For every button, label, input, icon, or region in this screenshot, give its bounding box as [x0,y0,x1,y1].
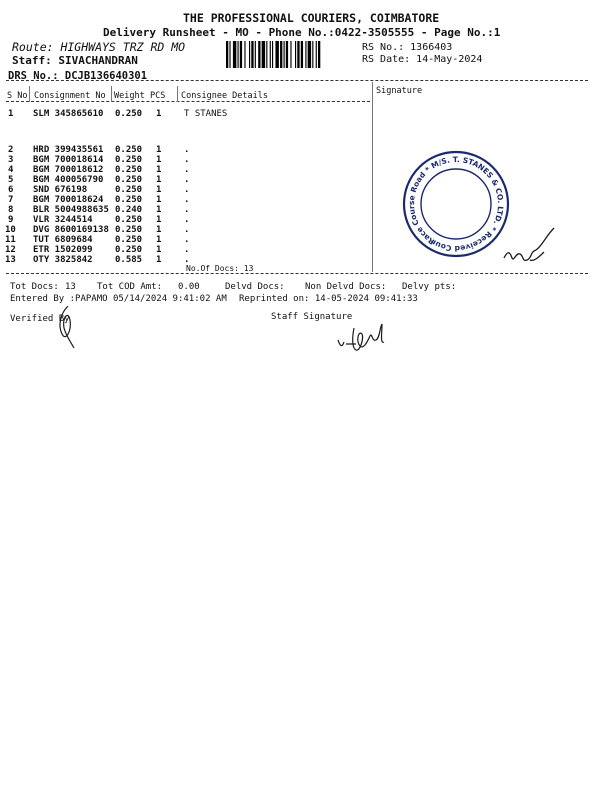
row-consignee: . [184,155,190,165]
delvy-pts: Delvy pts: [402,282,457,292]
col-header-weight: Weight [114,91,145,101]
reprinted-on: Reprinted on: 14-05-2024 09:41:33 [239,294,418,304]
barcode-bar [270,41,271,68]
barcode-bar [290,41,291,68]
col-header-signature: Signature [376,86,423,96]
row-consignment: SND 676198 [33,185,88,195]
row-sno: 9 [8,215,14,225]
tot-cod-value: 0.00 [178,282,200,292]
row-pcs: 1 [156,155,162,165]
barcode-bar [244,41,245,68]
barcode-bar [301,41,303,68]
barcode-bar [318,41,320,68]
row-consignee: . [184,235,190,245]
row-sno: 2 [8,145,14,155]
row-consignment: TUT 6809684 [33,235,93,245]
row-sno: 6 [8,185,14,195]
signature-column-border [372,82,373,272]
receiver-signature [500,222,560,272]
row-sno: 11 [5,235,16,245]
barcode-bar [238,41,239,68]
staff-label: Staff: SIVACHANDRAN [12,54,138,67]
svg-text:Race Course Road * M/S. T. STA [400,148,512,260]
signature-stroke [338,324,384,350]
verified-by-label: Verified By [10,314,70,324]
barcode-bar [297,41,299,68]
drs-number: DRS No.: DCJB136640301 [8,70,148,82]
staff-signature [334,318,394,358]
row-consignee: . [184,185,190,195]
row-consignment: BLR 5004988635 [33,205,109,215]
barcode-bar [240,41,242,68]
row-weight: 0.250 [115,185,143,195]
row-pcs: 1 [156,185,162,195]
row-consignment: ETR 1502099 [33,245,93,255]
staff-signature-label: Staff Signature [271,312,353,322]
row-consignment: BGM 400056790 [33,175,104,185]
barcode-bar [251,41,253,68]
row-weight: 0.250 [115,245,143,255]
row-weight: 0.240 [115,205,143,215]
row-consignee: . [184,195,190,205]
row-weight: 0.250 [115,165,143,175]
barcode-bar [280,41,282,68]
row-pcs: 1 [156,195,162,205]
row-consignee: . [184,175,190,185]
row-consignee: . [184,205,190,215]
row-consignment: SLM 345865610 [33,109,104,119]
row-pcs: 1 [156,215,162,225]
row-sno: 13 [5,255,16,265]
row-weight: 0.250 [115,225,143,235]
barcode-bar [266,41,267,68]
no-of-docs: No.Of Docs: 13 [186,264,254,273]
row-weight: 0.250 [115,175,143,185]
row-consignment: HRD 399435561 [33,145,104,155]
row-pcs: 1 [156,109,162,119]
col-header-pcs: PCS [150,91,166,101]
stamp-outer-ring [404,152,508,256]
verifier-signature [52,300,82,350]
barcode-bar [316,41,317,68]
row-pcs: 1 [156,165,162,175]
rs-number: RS No.: 1366403 [362,42,453,53]
row-weight: 0.250 [115,215,143,225]
row-pcs: 1 [156,235,162,245]
entered-by: Entered By :PAPAMO 05/14/2024 9:41:02 AM [10,294,227,304]
row-consignee: . [184,225,190,235]
stamp-text: Race Course Road * M/S. T. STANES & CO. LTD. * Received Courier [406,154,506,254]
tot-cod-label: Tot COD Amt: [97,282,163,292]
row-sno: 3 [8,155,14,165]
route-label: Route: HIGHWAYS TRZ RD MO [12,40,186,54]
signature-stroke [504,228,554,260]
row-sno: 8 [8,205,14,215]
row-weight: 0.250 [115,235,143,245]
row-pcs: 1 [156,255,162,265]
barcode-bar [262,41,265,68]
barcode-bar [249,41,250,68]
row-consignment: BGM 700018612 [33,165,104,175]
delvd-docs: Delvd Docs: [225,282,285,292]
barcode [226,41,354,68]
row-sno: 5 [8,175,14,185]
barcode-bar [312,41,313,68]
col-header-consignment: Consignment No [34,91,106,101]
barcode-bar [229,41,230,68]
row-sno: 10 [5,225,16,235]
barcode-bar [305,41,306,68]
rs-date: RS Date: 14-May-2024 [362,54,483,65]
company-stamp [400,148,512,260]
tot-docs-label: Tot Docs: [10,282,59,292]
row-pcs: 1 [156,175,162,185]
barcode-bar [284,41,285,68]
row-consignment: VLR 3244514 [33,215,93,225]
row-consignee: T STANES [184,109,228,119]
row-consignee: . [184,145,190,155]
barcode-bar [286,41,288,68]
table-top-rule [6,80,588,81]
barcode-bar [272,41,273,68]
row-consignee: . [184,255,190,265]
row-sno: 7 [8,195,14,205]
barcode-bar [233,41,236,68]
barcode-bar [295,41,296,68]
row-pcs: 1 [156,245,162,255]
row-consignee: . [184,215,190,225]
col-header-sno: S No [7,91,28,101]
col-sep [29,86,30,102]
row-consignment: OTY 3825842 [33,255,93,265]
col-sep [177,86,178,102]
row-weight: 0.250 [115,145,143,155]
row-weight: 0.585 [115,255,143,265]
barcode-bar [255,41,256,68]
row-consignment: DVG 8600169138 [33,225,109,235]
barcode-bar [308,41,311,68]
row-weight: 0.250 [115,155,143,165]
row-consignee: . [184,245,190,255]
non-delvd-docs: Non Delvd Docs: [305,282,387,292]
col-header-consignee: Consignee Details [181,91,268,101]
table-bottom-rule [6,273,588,274]
barcode-bar [226,41,228,68]
row-sno: 1 [8,109,14,119]
runsheet-subtitle: Delivery Runsheet - MO - Phone No.:0422-3505555 - Page No.:1 [103,26,501,39]
row-weight: 0.250 [115,109,143,119]
tot-docs-value: 13 [65,282,76,292]
row-sno: 4 [8,165,14,175]
row-pcs: 1 [156,205,162,215]
row-weight: 0.250 [115,195,143,205]
row-consignment: BGM 700018624 [33,195,104,205]
barcode-bar [258,41,260,68]
stamp-inner-ring [421,169,491,239]
row-sno: 12 [5,245,16,255]
row-pcs: 1 [156,145,162,155]
row-consignee: . [184,165,190,175]
col-sep [111,86,112,102]
company-title: THE PROFESSIONAL COURIERS, COIMBATORE [183,11,440,25]
signature-stroke [60,306,74,348]
barcode-bar [275,41,278,68]
row-pcs: 1 [156,225,162,235]
row-consignment: BGM 700018614 [33,155,104,165]
table-header-rule [6,101,370,102]
